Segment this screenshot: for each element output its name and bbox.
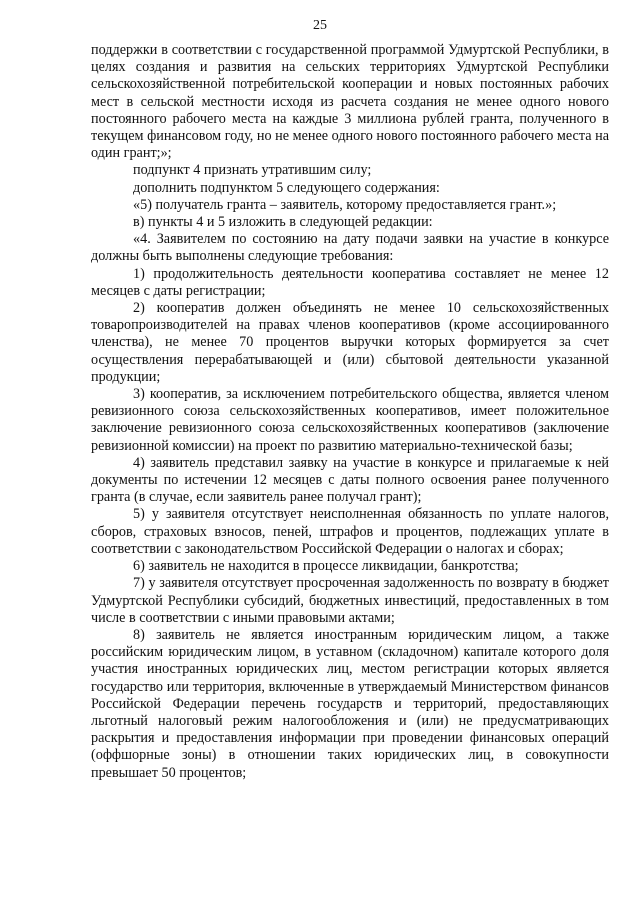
paragraph-subpoint-5-text: «5) получатель гранта – заявитель, которому предоставляется грант.»; [133,196,557,213]
paragraph-add-subpoint-5: дополнить подпунктом 5 следующего содержания: [133,179,440,196]
list-item-requirement-4: 4) заявитель представил заявку на участие в конкурсе и прилагаемые к ней документы по истечении 12 месяцев с даты полного освоения ранее полученного гранта (в случае, если заявитель ранее получал грант); [91,454,609,506]
list-item-requirement-2: 2) кооператив должен объединять не менее 10 сельскохозяйственных товаропроизводителей на правах членов кооперативов (кроме ассоциированного членства), не менее 70 процентов выручки которых формируется за счет осуществления перерабатывающей и (или) сбытовой деятельности указанной продукции; [91,300,609,385]
paragraph-subpoint-4-repeal: подпункт 4 признать утратившим силу; [133,162,372,179]
list-item-requirement-3: 3) кооператив, за исключением потребительского общества, является членом ревизионного союза сельскохозяйственных кооперативов, имеет положительное заключение ревизионного союза сельскохозяйственных кооперативов (заключение ревизионной комиссии) на проект по развитию материально-технической базы; [91,386,609,454]
list-item-requirement-7: 7) у заявителя отсутствует просроченная задолженность по возврату в бюджет Удмуртской Республики субсидий, бюджетных инвестиций, предоставленных в том числе в соответствии с иными правовыми актами; [91,575,609,626]
paragraph-points-4-5-amend: в) пункты 4 и 5 изложить в следующей редакции: [133,214,433,231]
list-item-requirement-8: 8) заявитель не является иностранным юридическим лицом, а также российским юридическим лицом, в уставном (складочном) капитале которого доля участия иностранных юридических лиц, местом регистрации которых является государство или территория, включенные в утверждаемый Министерством финансов Российской Федерации перечень государств и территорий, предоставляющих льготный налоговый режим налогообложения и (или) не предусматривающих раскрытия и предоставления информации при проведении финансовых операций (оффшорные зоны) в отношении таких юридических лиц, в совокупности превышает 50 процентов; [91,626,609,781]
page-number: 25 [313,18,327,33]
list-item-requirement-5: 5) у заявителя отсутствует неисполненная обязанность по уплате налогов, сборов, страховых взносов, пеней, штрафов и процентов, подлежащих уплате в соответствии с законодательством Российской Федерации о налогах и сборах; [91,506,609,557]
paragraph-continuation: поддержки в соответствии с государственной программой Удмуртской Республики, в целях создания и развития на сельских территориях Удмуртской Республики сельскохозяйственной потребительской кооперации и новых постоянных рабочих мест в сельской местности исходя из расчета создания не менее одного нового постоянного рабочего места на каждые 3 миллиона рублей гранта, полученного в текущем финансовом году, но не менее одного нового постоянного рабочего места на один грант;»; [91,42,609,162]
list-item-requirement-1: 1) продолжительность деятельности кооператива составляет не менее 12 месяцев с даты регистрации; [91,265,609,299]
document-body [91,42,609,782]
paragraph-point-4-intro: «4. Заявителем по состоянию на дату подачи заявки на участие в конкурсе должны быть выполнены следующие требования: [91,231,609,265]
list-item-requirement-6: 6) заявитель не находится в процессе ликвидации, банкротства; [133,558,519,575]
